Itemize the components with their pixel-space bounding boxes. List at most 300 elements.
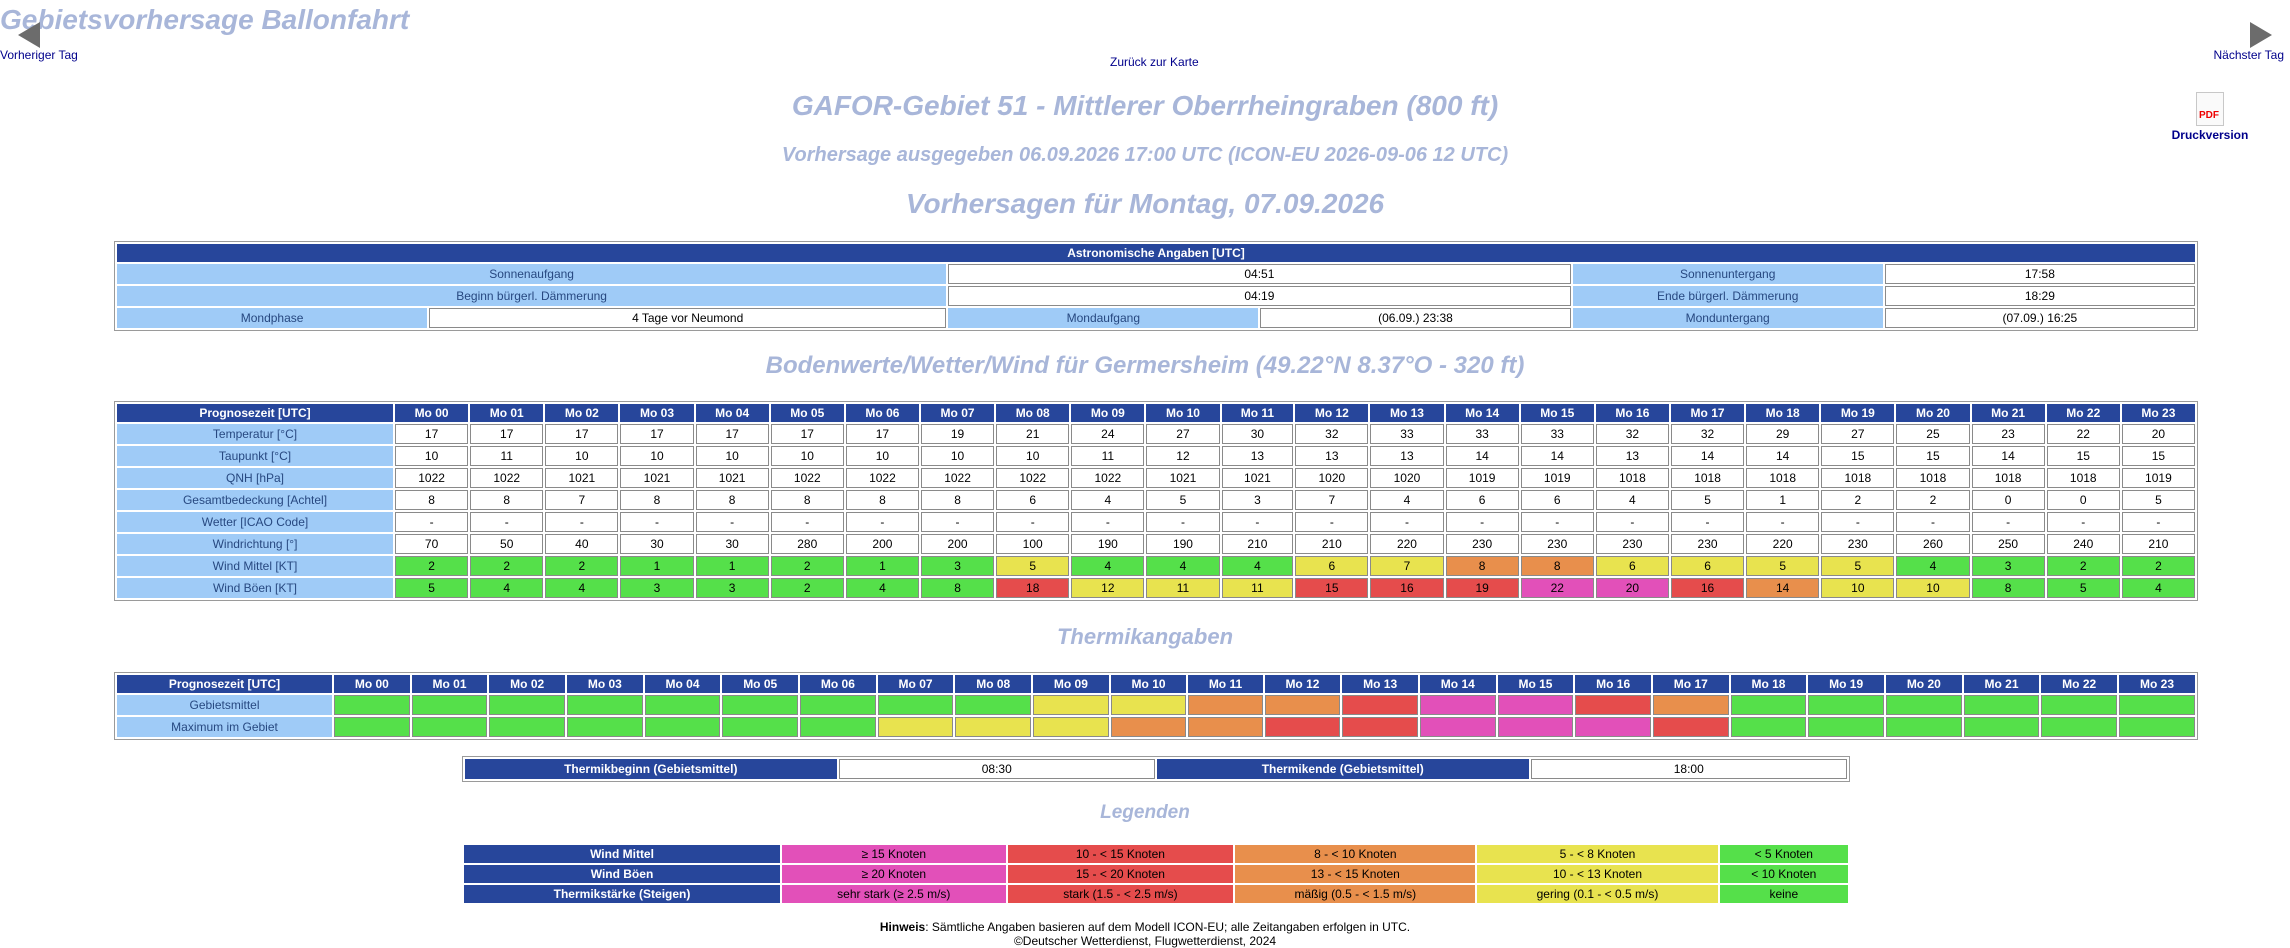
value-cell: 29: [1746, 424, 1819, 444]
value-cell: 1020: [1370, 468, 1443, 488]
ground-values-title: Bodenwerte/Wetter/Wind für Germersheim (49.22°N 8.37°O - 320 ft): [765, 352, 1525, 379]
value-cell: 4: [470, 578, 543, 598]
thermik-cell: [878, 695, 954, 715]
hour-header: Mo 06: [800, 675, 876, 693]
hour-header: Mo 21: [1972, 404, 2045, 422]
value-cell: 27: [1146, 424, 1219, 444]
value-cell: 5: [996, 556, 1069, 576]
hour-header: Mo 22: [2047, 404, 2120, 422]
value-cell: 4: [1222, 556, 1294, 576]
value-cell: 17: [395, 424, 468, 444]
value-cell: -: [1596, 512, 1669, 532]
value-cell: 8: [846, 490, 919, 510]
hint-body: : Sämtliche Angaben basieren auf dem Modell ICON-EU; alle Zeitangaben erfolgen in UTC.: [925, 920, 1411, 934]
hour-header: Mo 17: [1653, 675, 1729, 693]
previous-day-link[interactable]: [0, 22, 78, 62]
value-cell: -: [996, 512, 1069, 532]
legend-item: < 10 Knoten: [1720, 865, 1848, 883]
value-cell: 40: [545, 534, 618, 554]
value-cell: 230: [1821, 534, 1894, 554]
thermik-cell: [722, 695, 798, 715]
value-cell: -: [771, 512, 844, 532]
forecast-row: [117, 556, 2195, 576]
value-cell: 6: [1671, 556, 1744, 576]
value-cell: 10: [620, 446, 693, 466]
value-cell: 4: [846, 578, 919, 598]
moonrise-label: Mondaufgang: [948, 308, 1258, 328]
value-cell: 2: [771, 578, 844, 598]
hour-header: Mo 17: [1671, 404, 1744, 422]
value-cell: 2: [771, 556, 844, 576]
value-cell: 200: [921, 534, 994, 554]
value-cell: -: [620, 512, 693, 532]
value-cell: 4: [1596, 490, 1669, 510]
thermik-times-table: [462, 756, 1850, 782]
value-cell: 10: [771, 446, 844, 466]
dawn-value: 04:19: [948, 286, 1570, 306]
next-day-link[interactable]: [2214, 22, 2284, 62]
value-cell: -: [1746, 512, 1819, 532]
thermik-cell: [1420, 695, 1496, 715]
value-cell: 3: [921, 556, 994, 576]
thermik-end-value: 18:00: [1531, 759, 1848, 779]
value-cell: 10: [696, 446, 769, 466]
value-cell: 200: [846, 534, 919, 554]
value-cell: 14: [1521, 446, 1594, 466]
hour-header: Mo 19: [1808, 675, 1884, 693]
legend-item: gering (0.1 - < 0.5 m/s): [1477, 885, 1717, 903]
hour-header: Mo 00: [395, 404, 468, 422]
forecast-row: [117, 512, 2195, 532]
legend-item: ≥ 15 Knoten: [782, 845, 1006, 863]
hour-header: Mo 10: [1146, 404, 1219, 422]
hour-header: Mo 04: [696, 404, 769, 422]
value-cell: 23: [1972, 424, 2045, 444]
thermik-cell: [1265, 717, 1341, 737]
thermik-table: [114, 672, 2198, 740]
value-cell: 1018: [1821, 468, 1894, 488]
value-cell: 2: [2047, 556, 2120, 576]
value-cell: 50: [470, 534, 543, 554]
thermik-header-label: Prognosezeit [UTC]: [117, 675, 332, 693]
site-title: Gebietsvorhersage Ballonfahrt: [0, 4, 410, 35]
legend-item: < 5 Knoten: [1720, 845, 1848, 863]
value-cell: 12: [1071, 578, 1144, 598]
forecast-table: [114, 401, 2198, 601]
value-cell: 6: [1596, 556, 1669, 576]
thermik-cell: [412, 695, 488, 715]
previous-day-label: Vorheriger Tag: [0, 48, 78, 62]
value-cell: 8: [620, 490, 693, 510]
forecast-row: [117, 424, 2195, 444]
moonset-label: Monduntergang: [1573, 308, 1883, 328]
thermik-cell: [1886, 695, 1962, 715]
value-cell: 190: [1071, 534, 1144, 554]
hour-header: Mo 14: [1420, 675, 1496, 693]
thermik-cell: [645, 695, 721, 715]
value-cell: 19: [1446, 578, 1519, 598]
value-cell: 8: [1972, 578, 2045, 598]
thermik-end-label: Thermikende (Gebietsmittel): [1157, 759, 1529, 779]
hour-header: Mo 13: [1342, 675, 1418, 693]
forecast-row: [117, 578, 2195, 598]
value-cell: 1022: [846, 468, 919, 488]
legend-item: sehr stark (≥ 2.5 m/s): [782, 885, 1006, 903]
value-cell: 33: [1370, 424, 1443, 444]
value-cell: 2: [395, 556, 468, 576]
value-cell: -: [2047, 512, 2120, 532]
value-cell: 230: [1446, 534, 1519, 554]
thermik-row: [117, 717, 2195, 737]
legend-table: [462, 843, 1850, 905]
value-cell: 13: [1596, 446, 1669, 466]
value-cell: 1019: [1446, 468, 1519, 488]
legend-item: 15 - < 20 Knoten: [1008, 865, 1234, 883]
hour-header: Mo 05: [722, 675, 798, 693]
thermik-cell: [722, 717, 798, 737]
legend-item: 13 - < 15 Knoten: [1235, 865, 1475, 883]
value-cell: 3: [1222, 490, 1294, 510]
hour-header: Mo 03: [567, 675, 643, 693]
value-cell: -: [1896, 512, 1969, 532]
thermik-cell: [334, 695, 410, 715]
forecast-row: [117, 534, 2195, 554]
value-cell: 1: [696, 556, 769, 576]
thermik-cell: [412, 717, 488, 737]
sunrise-label: Sonnenaufgang: [117, 264, 946, 284]
value-cell: 20: [1596, 578, 1669, 598]
legend-item: 10 - < 13 Knoten: [1477, 865, 1717, 883]
value-cell: 15: [1821, 446, 1894, 466]
hour-header: Mo 10: [1111, 675, 1187, 693]
value-cell: 8: [1521, 556, 1594, 576]
thermik-cell: [1111, 717, 1187, 737]
hour-header: Mo 23: [2119, 675, 2195, 693]
value-cell: 6: [1521, 490, 1594, 510]
value-cell: 17: [545, 424, 618, 444]
hint-text: [0, 920, 2290, 934]
hour-header: Mo 14: [1446, 404, 1519, 422]
value-cell: 32: [1671, 424, 1744, 444]
value-cell: -: [696, 512, 769, 532]
thermik-cell: [878, 717, 954, 737]
value-cell: 5: [395, 578, 468, 598]
value-cell: 1022: [771, 468, 844, 488]
thermik-cell: [489, 695, 565, 715]
thermik-cell: [1808, 695, 1884, 715]
thermik-cell: [567, 717, 643, 737]
thermik-cell: [1188, 717, 1262, 737]
value-cell: 6: [996, 490, 1069, 510]
value-cell: -: [921, 512, 994, 532]
value-cell: 2: [2122, 556, 2195, 576]
hour-header: Mo 02: [545, 404, 618, 422]
value-cell: 11: [1222, 578, 1294, 598]
row-label: Windrichtung [°]: [117, 534, 393, 554]
hour-header: Mo 06: [846, 404, 919, 422]
hour-header: Mo 04: [645, 675, 721, 693]
value-cell: 14: [1746, 578, 1819, 598]
thermik-cell: [489, 717, 565, 737]
value-cell: 100: [996, 534, 1069, 554]
value-cell: 70: [395, 534, 468, 554]
value-cell: 260: [1896, 534, 1969, 554]
value-cell: -: [1370, 512, 1443, 532]
thermik-cell: [1420, 717, 1496, 737]
value-cell: 10: [1821, 578, 1894, 598]
value-cell: 16: [1370, 578, 1443, 598]
hour-header: Mo 16: [1575, 675, 1651, 693]
value-cell: 210: [1222, 534, 1294, 554]
copyright: ©Deutscher Wetterdienst, Flugwetterdienst, 2024: [1013, 934, 1277, 948]
hour-header: Mo 07: [921, 404, 994, 422]
value-cell: 11: [1146, 578, 1219, 598]
value-cell: 1019: [2122, 468, 2195, 488]
value-cell: 0: [2047, 490, 2120, 510]
value-cell: 1018: [1671, 468, 1744, 488]
row-label: Gebietsmittel: [117, 695, 332, 715]
value-cell: 1019: [1521, 468, 1594, 488]
hour-header: Mo 20: [1886, 675, 1962, 693]
value-cell: -: [1146, 512, 1219, 532]
value-cell: 1018: [1972, 468, 2045, 488]
thermik-begin-label: Thermikbeginn (Gebietsmittel): [465, 759, 837, 779]
hour-header: Mo 19: [1821, 404, 1894, 422]
hour-header: Mo 08: [955, 675, 1031, 693]
value-cell: 8: [696, 490, 769, 510]
value-cell: 1: [1746, 490, 1819, 510]
value-cell: 230: [1596, 534, 1669, 554]
thermik-cell: [2041, 695, 2117, 715]
value-cell: 1021: [1146, 468, 1219, 488]
value-cell: 8: [921, 578, 994, 598]
hour-header: Mo 11: [1188, 675, 1262, 693]
value-cell: 33: [1446, 424, 1519, 444]
sunrise-value: 04:51: [948, 264, 1570, 284]
value-cell: 4: [1370, 490, 1443, 510]
value-cell: 2: [470, 556, 543, 576]
thermik-cell: [2119, 717, 2195, 737]
value-cell: -: [1446, 512, 1519, 532]
value-cell: 5: [1746, 556, 1819, 576]
thermik-cell: [1342, 695, 1418, 715]
value-cell: 3: [620, 578, 693, 598]
thermik-cell: [1964, 695, 2040, 715]
value-cell: 210: [1295, 534, 1368, 554]
legend-row: [464, 845, 1848, 863]
forecast-header-label: Prognosezeit [UTC]: [117, 404, 393, 422]
value-cell: 230: [1671, 534, 1744, 554]
value-cell: 1018: [1746, 468, 1819, 488]
region-title: GAFOR-Gebiet 51 - Mittlerer Oberrheingraben (800 ft): [791, 90, 1499, 121]
value-cell: -: [1071, 512, 1144, 532]
legend-item: 5 - < 8 Knoten: [1477, 845, 1717, 863]
thermik-cell: [334, 717, 410, 737]
value-cell: 2: [1821, 490, 1894, 510]
value-cell: 2: [545, 556, 618, 576]
legend-item: 10 - < 15 Knoten: [1008, 845, 1234, 863]
value-cell: 5: [1671, 490, 1744, 510]
value-cell: 22: [2047, 424, 2120, 444]
hour-header: Mo 23: [2122, 404, 2195, 422]
value-cell: 280: [771, 534, 844, 554]
thermik-cell: [1111, 695, 1187, 715]
thermik-cell: [1808, 717, 1884, 737]
value-cell: 7: [1295, 490, 1368, 510]
value-cell: 14: [1446, 446, 1519, 466]
thermik-cell: [1498, 717, 1574, 737]
legend-row: [464, 865, 1848, 883]
value-cell: 6: [1446, 490, 1519, 510]
value-cell: 8: [1446, 556, 1519, 576]
value-cell: 10: [1896, 578, 1969, 598]
value-cell: 220: [1746, 534, 1819, 554]
hour-header: Mo 09: [1033, 675, 1109, 693]
value-cell: -: [395, 512, 468, 532]
moonset-value: (07.09.) 16:25: [1885, 308, 2195, 328]
value-cell: 16: [1671, 578, 1744, 598]
hour-header: Mo 08: [996, 404, 1069, 422]
hour-header: Mo 07: [878, 675, 954, 693]
astronomy-table: [114, 241, 2198, 331]
forecast-row: [117, 468, 2195, 488]
value-cell: 32: [1295, 424, 1368, 444]
value-cell: 17: [470, 424, 543, 444]
value-cell: 1021: [545, 468, 618, 488]
hour-header: Mo 13: [1370, 404, 1443, 422]
dusk-value: 18:29: [1885, 286, 2195, 306]
row-label: Taupunkt [°C]: [117, 446, 393, 466]
value-cell: 8: [395, 490, 468, 510]
value-cell: 4: [1071, 556, 1144, 576]
thermik-cell: [1033, 695, 1109, 715]
thermik-cell: [1886, 717, 1962, 737]
thermik-cell: [955, 717, 1031, 737]
hour-header: Mo 18: [1731, 675, 1807, 693]
value-cell: 20: [2122, 424, 2195, 444]
row-label: Gesamtbedeckung [Achtel]: [117, 490, 393, 510]
forecast-day-title: Vorhersagen für Montag, 07.09.2026: [905, 188, 1385, 219]
row-label: Maximum im Gebiet: [117, 717, 332, 737]
value-cell: 32: [1596, 424, 1669, 444]
hour-header: Mo 09: [1071, 404, 1144, 422]
thermik-row: [117, 695, 2195, 715]
print-version-label: Druckversion: [2171, 128, 2249, 142]
thermik-cell: [2119, 695, 2195, 715]
value-cell: 3: [696, 578, 769, 598]
value-cell: 10: [921, 446, 994, 466]
value-cell: 14: [1746, 446, 1819, 466]
value-cell: 15: [2047, 446, 2120, 466]
thermik-cell: [1188, 695, 1262, 715]
value-cell: 190: [1146, 534, 1219, 554]
value-cell: 8: [921, 490, 994, 510]
value-cell: 17: [846, 424, 919, 444]
legend-row-label: Wind Mittel: [464, 845, 780, 863]
value-cell: 4: [1146, 556, 1219, 576]
hour-header: Mo 20: [1896, 404, 1969, 422]
value-cell: 250: [1972, 534, 2045, 554]
value-cell: 1: [620, 556, 693, 576]
value-cell: 17: [620, 424, 693, 444]
value-cell: 1022: [921, 468, 994, 488]
legend-row: [464, 885, 1848, 903]
hour-header: Mo 22: [2041, 675, 2117, 693]
value-cell: 12: [1146, 446, 1219, 466]
hint-label: Hinweis: [879, 920, 926, 934]
value-cell: 15: [2122, 446, 2195, 466]
value-cell: 6: [1295, 556, 1368, 576]
thermik-cell: [1731, 695, 1807, 715]
legend-item: keine: [1720, 885, 1848, 903]
legend-item: stark (1.5 - < 2.5 m/s): [1008, 885, 1234, 903]
row-label: Temperatur [°C]: [117, 424, 393, 444]
value-cell: -: [1821, 512, 1894, 532]
value-cell: 4: [1896, 556, 1969, 576]
hour-header: Mo 16: [1596, 404, 1669, 422]
issued-info: Vorhersage ausgegeben 06.09.2026 17:00 UTC (ICON-EU 2026-09-06 12 UTC): [781, 144, 1509, 166]
thermik-cell: [567, 695, 643, 715]
value-cell: -: [1295, 512, 1368, 532]
thermik-cell: [1575, 717, 1651, 737]
value-cell: 17: [696, 424, 769, 444]
back-to-map-link[interactable]: Zurück zur Karte: [1110, 55, 1199, 69]
thermik-cell: [800, 695, 876, 715]
thermik-title: Thermikangaben: [1056, 624, 1234, 649]
thermik-cell: [1575, 695, 1651, 715]
value-cell: -: [1972, 512, 2045, 532]
value-cell: 15: [1295, 578, 1368, 598]
value-cell: 1018: [2047, 468, 2120, 488]
legend-item: 8 - < 10 Knoten: [1235, 845, 1475, 863]
hour-header: Mo 21: [1964, 675, 2040, 693]
hour-header: Mo 05: [771, 404, 844, 422]
value-cell: 10: [996, 446, 1069, 466]
sunset-label: Sonnenuntergang: [1573, 264, 1883, 284]
arrow-left-icon: [18, 22, 40, 48]
legend-title: Legenden: [1100, 802, 1190, 823]
value-cell: 4: [545, 578, 618, 598]
thermik-cell: [1342, 717, 1418, 737]
value-cell: 4: [1071, 490, 1144, 510]
value-cell: 11: [470, 446, 543, 466]
value-cell: -: [2122, 512, 2195, 532]
value-cell: 1022: [395, 468, 468, 488]
value-cell: 10: [846, 446, 919, 466]
value-cell: -: [846, 512, 919, 532]
value-cell: 3: [1972, 556, 2045, 576]
thermik-cell: [1964, 717, 2040, 737]
value-cell: 1021: [696, 468, 769, 488]
hour-header: Mo 01: [470, 404, 543, 422]
value-cell: 1022: [996, 468, 1069, 488]
next-day-label: Nächster Tag: [2213, 48, 2284, 62]
value-cell: 8: [771, 490, 844, 510]
value-cell: 2: [1896, 490, 1969, 510]
value-cell: 8: [470, 490, 543, 510]
thermik-cell: [2041, 717, 2117, 737]
forecast-row: [117, 490, 2195, 510]
value-cell: 1022: [1071, 468, 1144, 488]
row-label: Wind Böen [KT]: [117, 578, 393, 598]
value-cell: 30: [620, 534, 693, 554]
value-cell: 24: [1071, 424, 1144, 444]
thermik-cell: [1033, 717, 1109, 737]
hour-header: Mo 02: [489, 675, 565, 693]
arrow-right-icon: [2250, 22, 2272, 48]
thermik-cell: [1265, 695, 1341, 715]
value-cell: 18: [996, 578, 1069, 598]
